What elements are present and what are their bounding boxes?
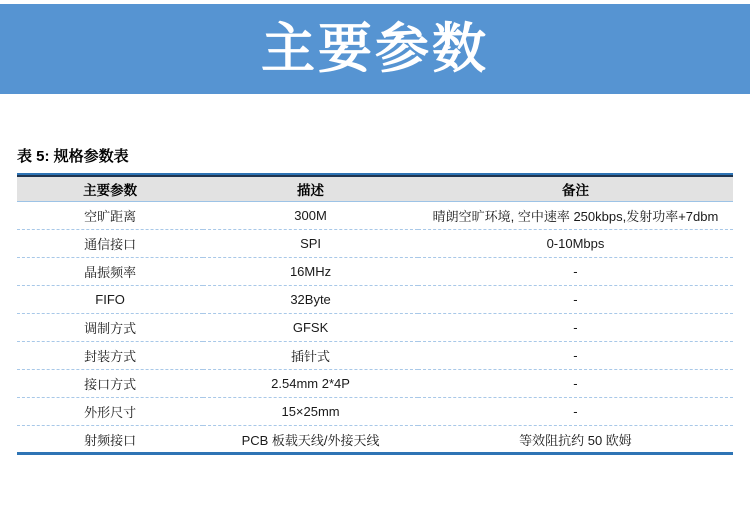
note-cell: - — [418, 258, 733, 286]
table-row — [17, 342, 733, 370]
table-caption: 表 5: 规格参数表 — [17, 148, 129, 165]
column-header-param: 主要参数 — [17, 176, 203, 202]
param-cell: 封装方式 — [17, 342, 203, 370]
desc-cell: 32Byte — [203, 286, 418, 314]
param-cell: 接口方式 — [17, 370, 203, 398]
column-header-desc: 描述 — [203, 176, 418, 202]
page-banner — [0, 4, 750, 94]
desc-cell: GFSK — [203, 314, 418, 342]
page-title: 主要参数 — [261, 19, 489, 79]
desc-cell: 2.54mm 2*4P — [203, 370, 418, 398]
document-body — [0, 145, 750, 455]
param-cell: 调制方式 — [17, 314, 203, 342]
table-row — [17, 286, 733, 314]
table-row — [17, 230, 733, 258]
spec-table — [17, 175, 733, 455]
desc-cell: 插针式 — [203, 342, 418, 370]
param-cell: 射频接口 — [84, 432, 137, 448]
param-cell: 空旷距离 — [17, 202, 203, 230]
note-cell: - — [418, 286, 733, 314]
table-row — [17, 426, 733, 454]
param-cell: 晶振频率 — [17, 258, 203, 286]
table-row — [17, 314, 733, 342]
spec-table-wrapper — [17, 173, 733, 455]
param-cell: 通信接口 — [17, 230, 203, 258]
table-row — [17, 258, 733, 286]
note-cell: - — [418, 398, 733, 426]
table-header-row — [17, 176, 733, 202]
column-header-note: 备注 — [418, 176, 733, 202]
note-cell: 晴朗空旷环境, 空中速率 250kbps,发射功率+7dbm — [418, 202, 733, 230]
param-cell: FIFO — [17, 286, 203, 314]
note-cell: - — [418, 342, 733, 370]
table-row — [17, 202, 733, 230]
note-cell: 等效阻抗约 50 欧姆 — [519, 432, 632, 448]
table-row — [17, 398, 733, 426]
desc-cell: PCB 板载天线/外接天线 — [241, 432, 380, 448]
note-cell: 0-10Mbps — [418, 230, 733, 258]
param-cell: 外形尺寸 — [17, 398, 203, 426]
desc-cell: 15×25mm — [203, 398, 418, 426]
desc-cell: 16MHz — [203, 258, 418, 286]
note-cell: - — [418, 370, 733, 398]
table-row — [17, 370, 733, 398]
desc-cell: SPI — [203, 230, 418, 258]
desc-cell: 300M — [203, 202, 418, 230]
note-cell: - — [418, 314, 733, 342]
